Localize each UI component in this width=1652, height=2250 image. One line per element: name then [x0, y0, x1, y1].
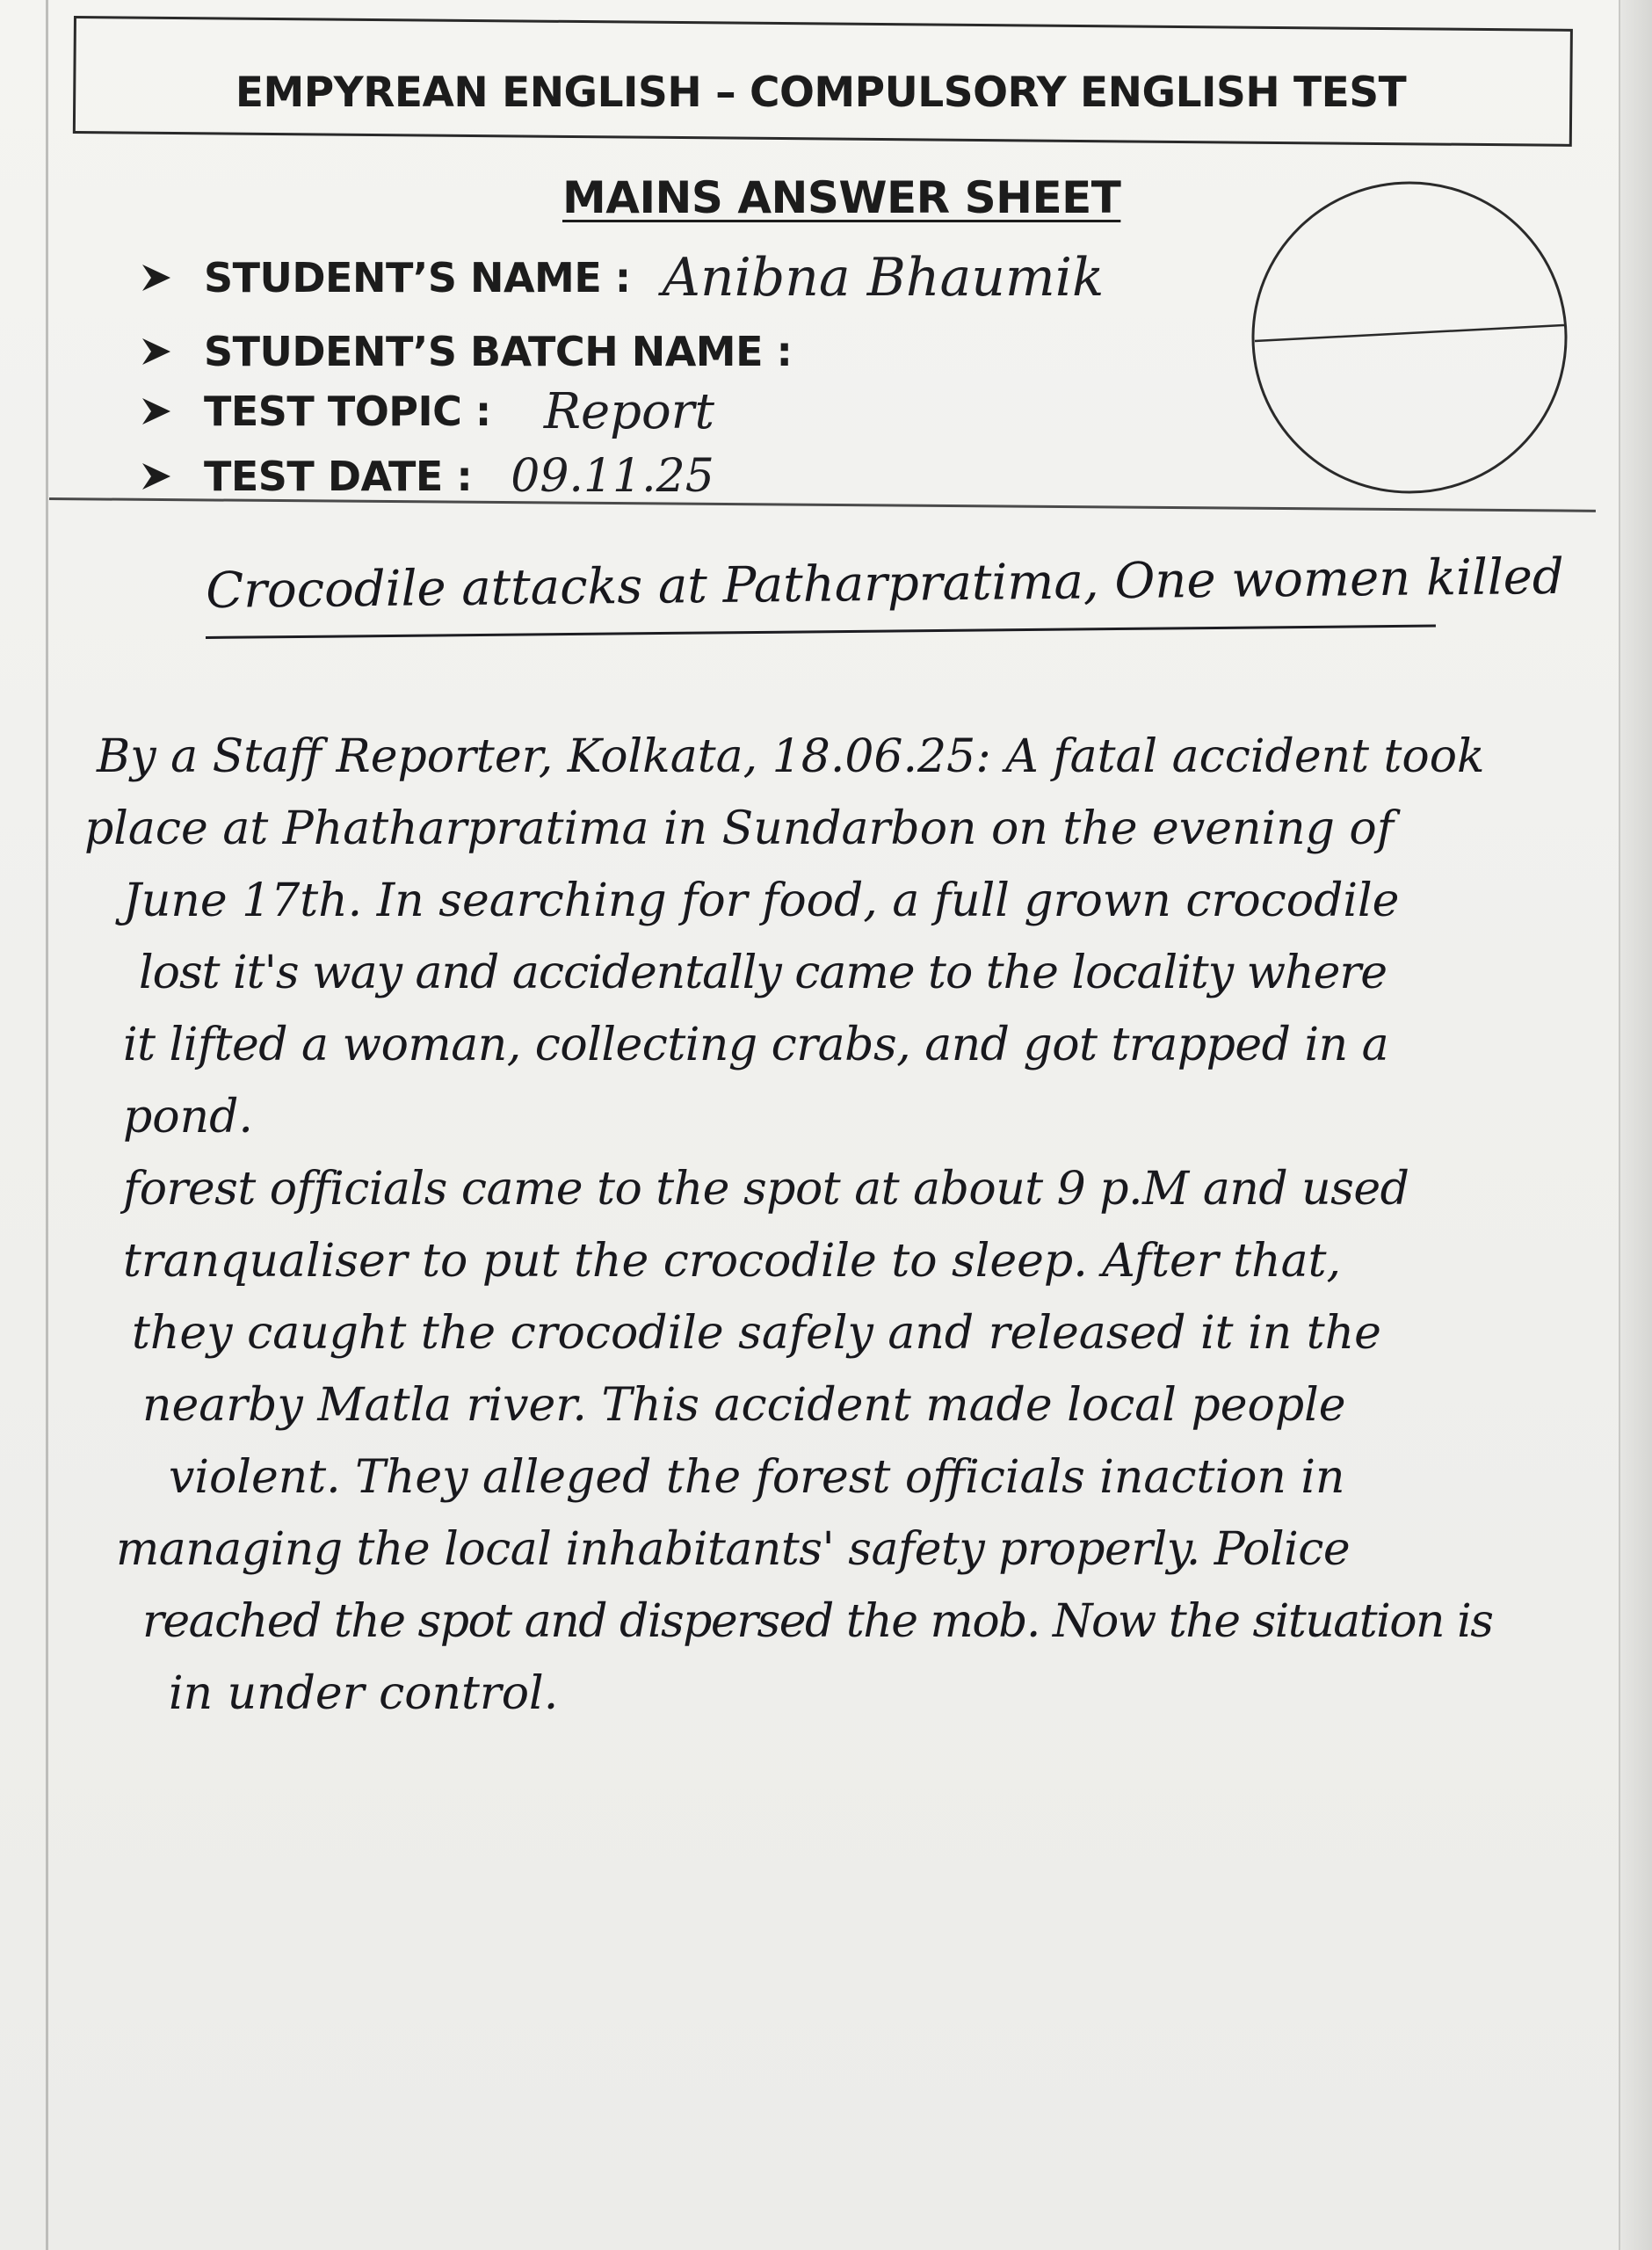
answer-line: in under control. [169, 1667, 559, 1720]
page-right-edge [1619, 0, 1652, 2250]
field-label: TEST DATE : [204, 453, 473, 500]
field-batch-name [141, 325, 818, 378]
field-label: STUDENT’S BATCH NAME : [204, 328, 793, 375]
field-label: TEST TOPIC : [204, 388, 491, 435]
report-body [84, 721, 1596, 1730]
answer-line: place at Phatharpratima in Sundarbon on the evening of [84, 802, 1394, 855]
marks-circle [1250, 178, 1569, 497]
page-left-margin [0, 0, 48, 2250]
arrow-bullet-icon [141, 335, 174, 368]
header-divider [49, 497, 1596, 512]
arrow-bullet-icon [141, 395, 174, 428]
answer-line: pond. [123, 1091, 253, 1143]
sheet-title: MAINS ANSWER SHEET [562, 172, 1121, 223]
headline-underline [206, 625, 1436, 639]
answer-line: they caught the crocodile safely and released it in the [132, 1307, 1381, 1360]
field-test-topic [141, 382, 714, 440]
field-student-name [141, 247, 1105, 308]
answer-line: By a Staff Reporter, Kolkata, 18.06.25: A fatal accident took [97, 730, 1485, 783]
answer-line: it lifted a woman, collecting crabs, and got trapped in a [123, 1019, 1389, 1071]
field-test-date [141, 450, 714, 503]
field-value: 09.11.25 [511, 450, 714, 503]
answer-line: June 17th. In searching for food, a full grown crocodile [123, 875, 1400, 927]
arrow-bullet-icon [141, 460, 174, 493]
test-title: EMPYREAN ENGLISH – COMPULSORY ENGLISH TEST [235, 69, 1407, 117]
field-value: Report [543, 382, 714, 440]
answer-line: tranqualiser to put the crocodile to sleep. After that, [123, 1235, 1342, 1288]
answer-line: nearby Matla river. This accident made local people [142, 1379, 1346, 1432]
arrow-bullet-icon [141, 261, 174, 294]
answer-line: forest officials came to the spot at about 9 p.M and used [123, 1163, 1409, 1216]
report-headline: Crocodile attacks at Patharpratima, One women killed [206, 548, 1565, 620]
answer-line: violent. They alleged the forest officials inaction in [169, 1451, 1345, 1504]
answer-line: managing the local inhabitants' safety properly. Police [116, 1523, 1351, 1576]
field-label: STUDENT’S NAME : [204, 254, 631, 301]
field-value: Anibna Bhaumik [662, 247, 1105, 308]
answer-line: lost it's way and accidentally came to the locality where [139, 947, 1387, 999]
answer-line: reached the spot and dispersed the mob. Now the situation is [142, 1595, 1493, 1648]
